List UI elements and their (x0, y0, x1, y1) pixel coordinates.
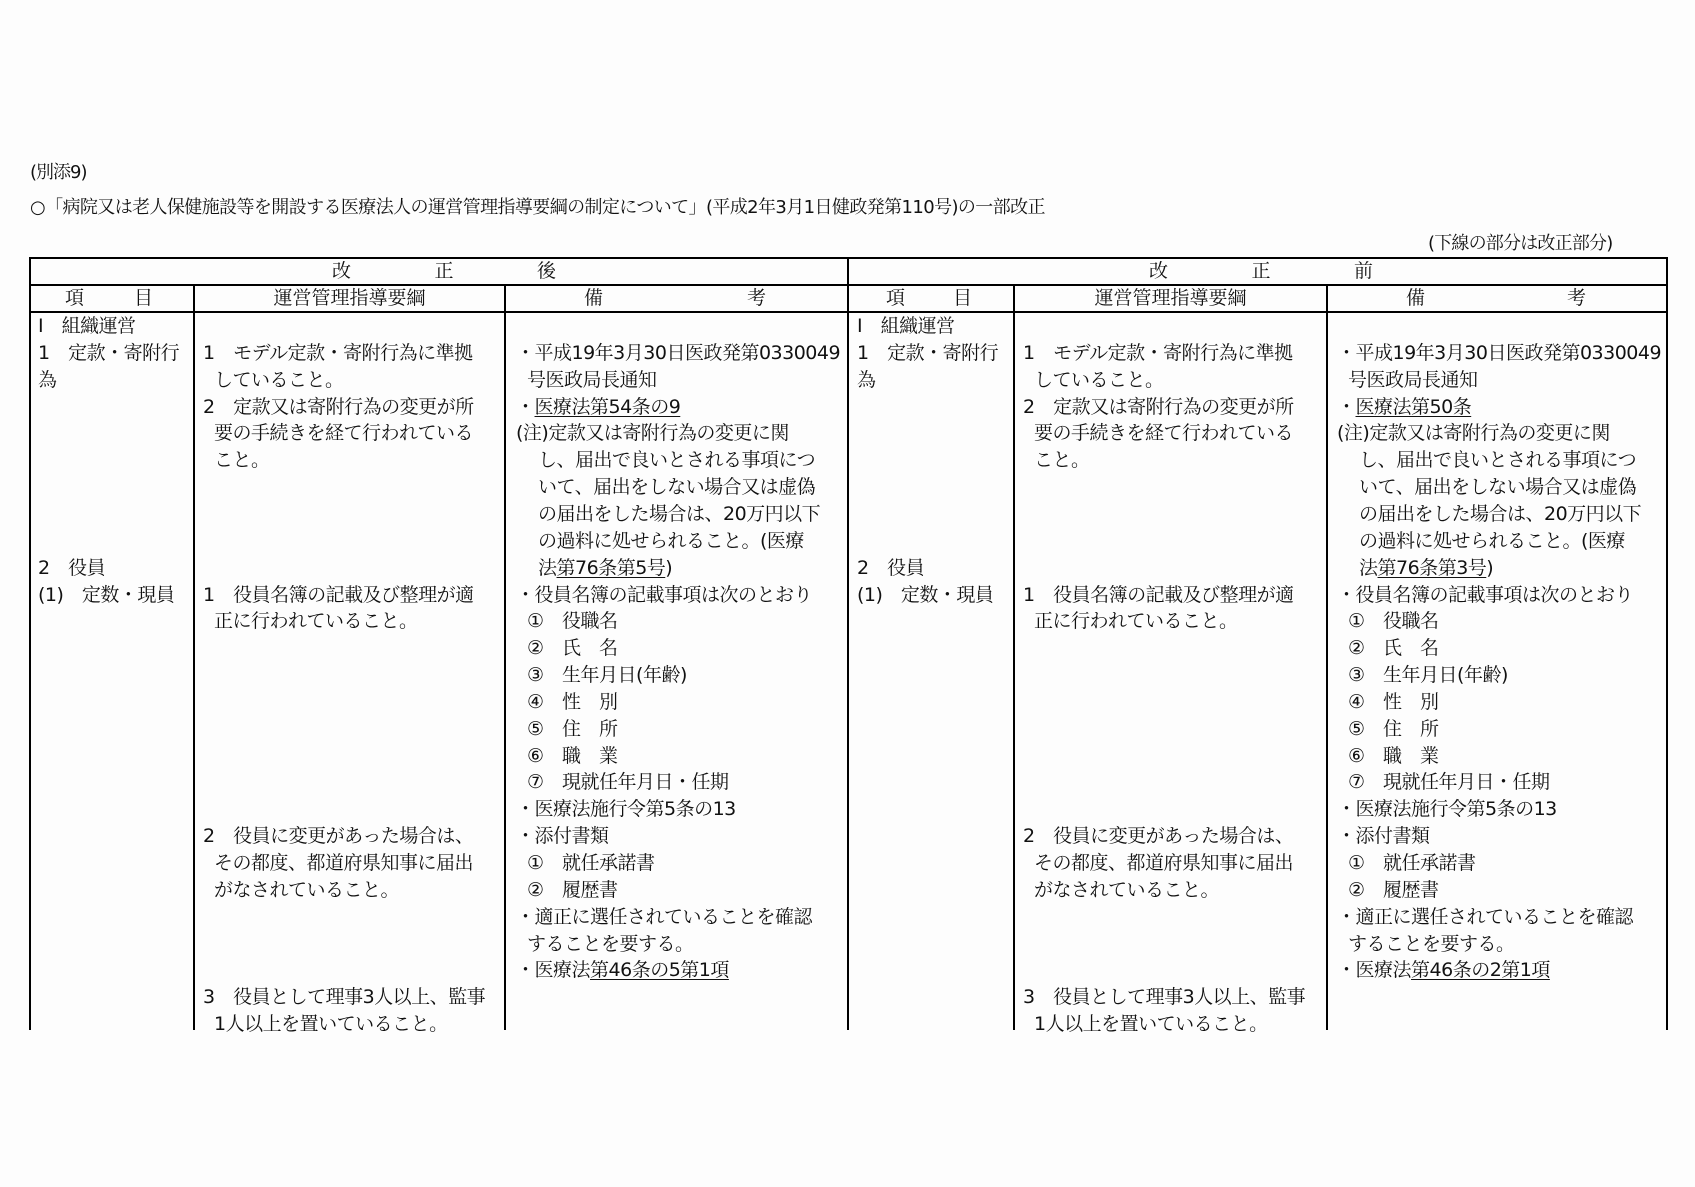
line-text: ・医療法 (516, 959, 591, 982)
col-header-char: 考 (746, 287, 766, 309)
line-text: ・添付書類 (1337, 825, 1430, 848)
line-text: ・医療法 (1337, 959, 1412, 982)
col-header-guideline: 運営管理指導要綱 (273, 287, 426, 309)
line-text: ② 履歴書 (1348, 878, 1439, 901)
revised-text: 医療法第50条 (1355, 395, 1472, 418)
line-text: 号医政局長通知 (1348, 368, 1478, 391)
header-char: 前 (1353, 260, 1373, 282)
line-text: することを要する。 (527, 932, 694, 955)
line-text: ・平成19年3月30日医政発第0330049 (516, 341, 841, 364)
cell-line (1348, 850, 1476, 876)
line-text: ・平成19年3月30日医政発第0330049 (1337, 341, 1662, 364)
cell-line: その都度、都道府県知事に届出 (1034, 852, 1294, 874)
cell-line: 1 定款・寄附行 (38, 341, 180, 364)
cell-line: 2 定款又は寄附行為の変更が所 (203, 395, 474, 418)
cell-line (516, 823, 609, 849)
line-text: (注)定款又は寄附行為の変更に関 (516, 422, 789, 445)
line-text: ⑦ 現就任年月日・任期 (527, 771, 729, 794)
col-header-item (886, 285, 972, 312)
cell-line (1348, 662, 1508, 688)
cell-line (527, 931, 694, 957)
cell-line (516, 582, 812, 608)
cell-line (1359, 447, 1636, 473)
table-left-border (29, 257, 31, 1030)
line-text: ⑤ 住 所 (527, 717, 618, 740)
cell-line (527, 769, 729, 795)
revised-text: 第46条の2第1項 (1411, 959, 1550, 982)
col-divider (1326, 284, 1328, 1030)
revised-text: 第76条第3号 (1377, 556, 1487, 579)
cell-line (1348, 689, 1439, 715)
cell-line (516, 340, 840, 366)
col-header-char: 目 (952, 287, 972, 309)
line-text: ・適正に選任されていることを確認 (516, 905, 813, 928)
line-text: ⑦ 現就任年月日・任期 (1348, 771, 1550, 794)
revised-text: 第76条第5号 (556, 556, 666, 579)
cell-line: 要の手続きを経て行われている (1034, 422, 1294, 445)
cell-line: Ⅰ 組織運営 (857, 315, 955, 337)
cell-line (538, 447, 815, 473)
cell-line: 1 モデル定款・寄附行為に準拠 (1023, 341, 1293, 364)
col-header-char: 備 (584, 287, 604, 309)
cell-line (1337, 796, 1557, 822)
cell-line (1359, 501, 1641, 527)
line-text: ⑥ 職 業 (1348, 744, 1439, 767)
cell-line (1359, 528, 1625, 554)
cell-line (1337, 904, 1633, 930)
line-text: の届出をした場合は、20万円以下 (538, 502, 821, 525)
line-text: ④ 性 別 (527, 690, 618, 713)
side-divider (847, 257, 849, 1030)
line-text: ・添付書類 (516, 825, 609, 848)
cell-line (1359, 555, 1493, 581)
cell-line (527, 716, 618, 742)
cell-line (1337, 340, 1661, 366)
cell-line (516, 957, 729, 983)
revised-text: 医療法第54条の9 (534, 395, 681, 418)
col-divider (1013, 284, 1015, 1030)
cell-line: 1 モデル定款・寄附行為に準拠 (203, 341, 473, 364)
cell-line (1348, 769, 1550, 795)
line-text: ⑥ 職 業 (527, 744, 618, 767)
cell-line (538, 555, 672, 581)
line-text: ① 就任承諾書 (527, 852, 655, 874)
line-text: ) (665, 556, 673, 579)
cell-line: 3 役員として理事3人以上、監事 (1023, 986, 1306, 1009)
col-header-remarks (1406, 285, 1586, 312)
cell-line (1348, 635, 1439, 661)
cell-line (1348, 367, 1478, 393)
cell-line (516, 420, 789, 446)
header-char: 正 (434, 260, 454, 282)
line-text: ② 氏 名 (527, 637, 618, 660)
cell-line (1337, 582, 1633, 608)
col-header-char: 備 (1406, 287, 1426, 309)
line-text: ① 就任承諾書 (1348, 852, 1476, 874)
line-text: ③ 生年月日(年齢) (1348, 664, 1508, 687)
line-text: ① 役職名 (1348, 610, 1439, 633)
cell-line (1337, 420, 1610, 446)
line-text: することを要する。 (1348, 932, 1515, 955)
header-after-revision (332, 258, 556, 285)
line-text: ・役員名簿の記載事項は次のとおり (516, 583, 813, 606)
cell-line (1337, 823, 1430, 849)
col-header-item (65, 285, 153, 312)
line-text: ・ (516, 395, 535, 418)
cell-line: Ⅰ 組織運営 (38, 315, 136, 337)
cell-line (1337, 957, 1550, 983)
line-text: ) (1486, 556, 1494, 579)
line-text: ④ 性 別 (1348, 690, 1439, 713)
line-text: し、届出で良いとされる事項につ (1359, 449, 1637, 472)
line-text: ・医療法施行令第5条の13 (1337, 798, 1557, 821)
cell-line (538, 474, 815, 500)
line-text: ③ 生年月日(年齢) (527, 664, 687, 687)
cell-line: 2 役員 (38, 556, 106, 579)
line-text: ② 氏 名 (1348, 637, 1439, 660)
cell-line (527, 635, 618, 661)
cell-line: こと。 (214, 449, 270, 472)
cell-line: 1人以上を置いていること。 (214, 1013, 448, 1036)
cell-line (1348, 743, 1439, 769)
cell-line: 要の手続きを経て行われている (214, 422, 474, 445)
cell-line: 2 定款又は寄附行為の変更が所 (1023, 395, 1294, 418)
line-text: いて、届出をしない場合又は虚偽 (538, 476, 816, 499)
cell-line (516, 796, 736, 822)
cell-line: 2 役員 (857, 556, 925, 579)
cell-line: がなされていること。 (1034, 878, 1220, 901)
line-text: ・ (1337, 395, 1356, 418)
cell-line: その都度、都道府県知事に届出 (214, 852, 474, 874)
col-header-guideline: 運営管理指導要綱 (1094, 287, 1247, 309)
line-text: 法 (1359, 556, 1378, 579)
cell-line (516, 394, 680, 420)
cell-line: 2 役員に変更があった場合は、 (1023, 825, 1294, 848)
cell-line (538, 501, 820, 527)
header-char: 改 (332, 260, 352, 282)
cell-line: 2 役員に変更があった場合は、 (203, 825, 474, 848)
comparison-table (29, 257, 1666, 1036)
header-before-revision (1149, 258, 1373, 285)
cell-line (516, 904, 812, 930)
annex-label: (別添9) (30, 162, 87, 183)
cell-line: していること。 (214, 368, 344, 391)
col-header-char: 目 (133, 287, 153, 309)
cell-line: 1 役員名簿の記載及び整理が適 (1023, 583, 1294, 606)
cell-line: 正に行われていること。 (1034, 610, 1238, 633)
col-header-remarks (584, 285, 766, 312)
line-text: ⑤ 住 所 (1348, 717, 1439, 740)
cell-line: 3 役員として理事3人以上、監事 (203, 986, 486, 1009)
line-text: ・適正に選任されていることを確認 (1337, 905, 1634, 928)
line-text: ・役員名簿の記載事項は次のとおり (1337, 583, 1634, 606)
col-header-char: 考 (1566, 287, 1586, 309)
cell-line (1337, 394, 1471, 420)
line-text: の過料に処せられること。(医療 (538, 529, 804, 552)
line-text: 号医政局長通知 (527, 368, 657, 391)
cell-line (527, 877, 618, 903)
cell-line: がなされていること。 (214, 878, 400, 901)
line-text: いて、届出をしない場合又は虚偽 (1359, 476, 1637, 499)
cell-line (1348, 716, 1439, 742)
line-text: ① 役職名 (527, 610, 618, 633)
col-header-char: 項 (886, 287, 906, 309)
cell-line: 1人以上を置いていること。 (1034, 1013, 1268, 1036)
header-char: 改 (1149, 260, 1169, 282)
cell-line (527, 608, 618, 634)
cell-line: (1) 定数・現員 (38, 583, 175, 606)
line-text: し、届出で良いとされる事項につ (538, 449, 816, 472)
col-divider (504, 284, 506, 1030)
cell-line: していること。 (1034, 368, 1164, 391)
line-text: の届出をした場合は、20万円以下 (1359, 502, 1642, 525)
cell-line (527, 689, 618, 715)
document-title: ○「病院又は老人保健施設等を開設する医療法人の運営管理指導要綱の制定について」(平成2年3月1日健政発第110号)の一部改正 (30, 197, 1045, 218)
header-char: 正 (1251, 260, 1271, 282)
line-text: の過料に処せられること。(医療 (1359, 529, 1625, 552)
cell-line: こと。 (1034, 449, 1090, 472)
cell-line: 1 定款・寄附行 (857, 341, 999, 364)
cell-line: 1 役員名簿の記載及び整理が適 (203, 583, 474, 606)
cell-line: 正に行われていること。 (214, 610, 418, 633)
cell-line: 為 (857, 368, 876, 391)
line-text: ・医療法施行令第5条の13 (516, 798, 736, 821)
cell-line (1359, 474, 1636, 500)
cell-line: 為 (38, 368, 57, 391)
header-char: 後 (536, 260, 556, 282)
cell-line (527, 743, 618, 769)
col-header-char: 項 (65, 287, 85, 309)
cell-line (1348, 931, 1515, 957)
underline-note: (下線の部分は改正部分) (1428, 233, 1613, 254)
cell-line (1348, 608, 1439, 634)
cell-line (527, 367, 657, 393)
line-text: (注)定款又は寄附行為の変更に関 (1337, 422, 1610, 445)
cell-line (1348, 877, 1439, 903)
cell-line (527, 850, 655, 876)
cell-line: (1) 定数・現員 (857, 583, 994, 606)
line-text: 法 (538, 556, 557, 579)
col-divider (193, 284, 195, 1030)
line-text: ② 履歴書 (527, 878, 618, 901)
table-right-border (1666, 257, 1668, 1030)
cell-line (538, 528, 804, 554)
cell-line (527, 662, 687, 688)
revised-text: 第46条の5第1項 (590, 959, 729, 982)
